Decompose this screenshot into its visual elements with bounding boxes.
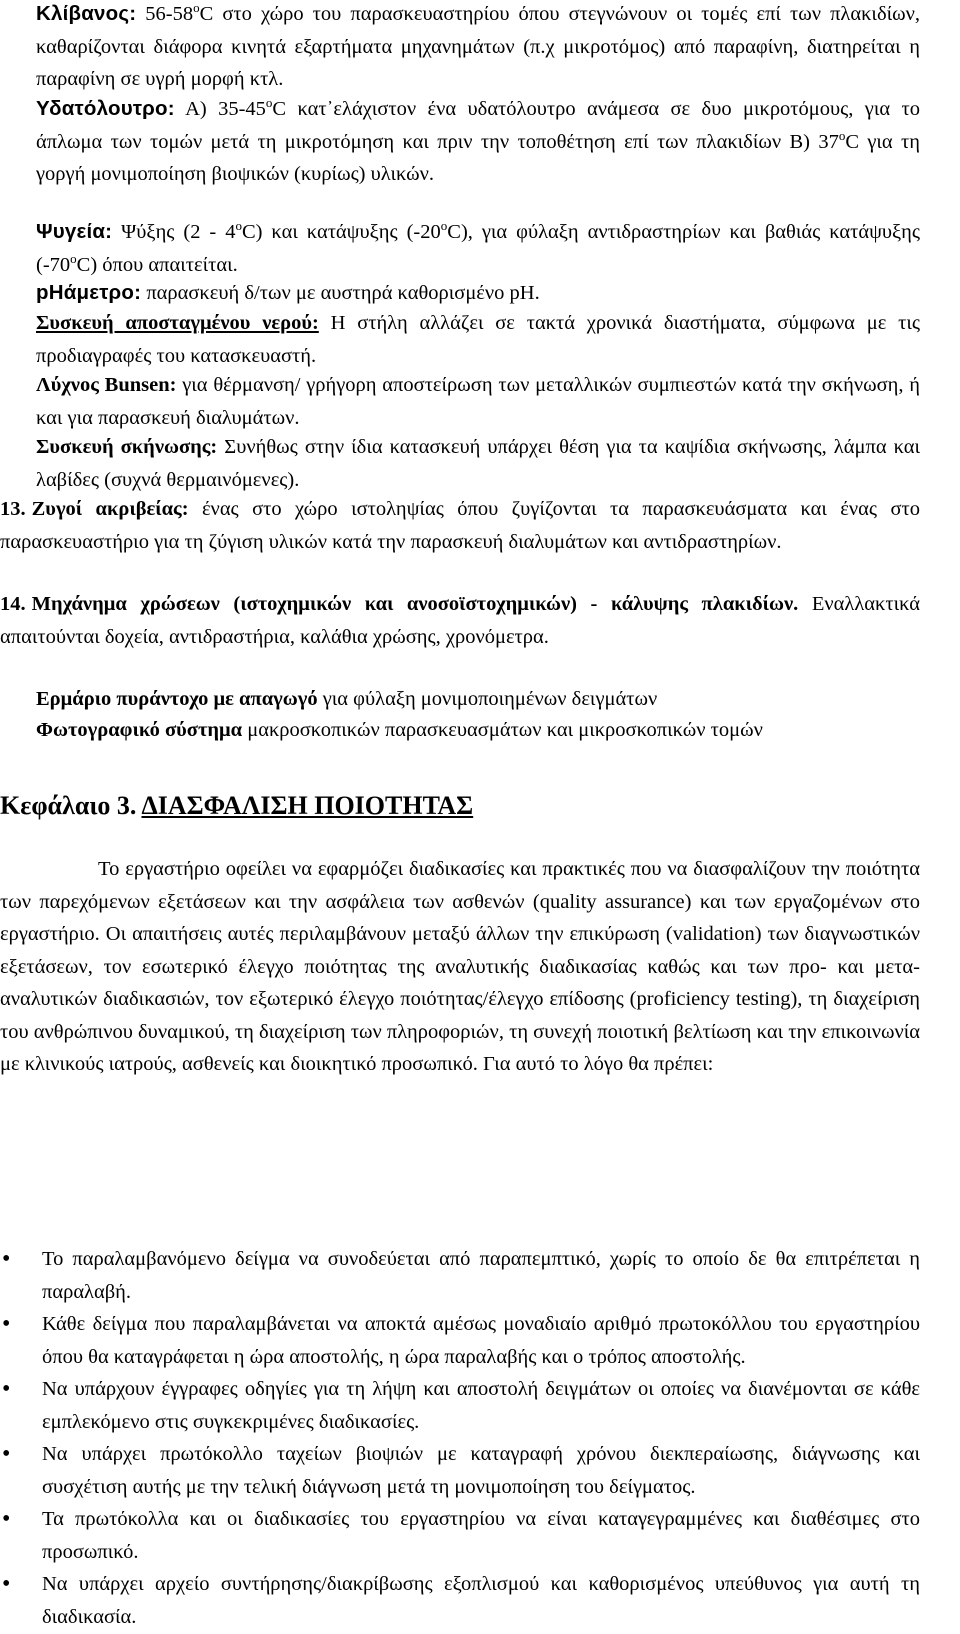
item-number (0, 277, 36, 310)
chapter-title: ΔΙΑΣΦΑΛΙΣΗ ΠΟΙΟΤΗΤΑΣ (141, 791, 474, 820)
chapter-heading (0, 790, 473, 822)
item-number (0, 714, 36, 747)
item-text: Ψύξης (2 - 4 (112, 221, 236, 243)
item-text: C), για φύλαξη αντιδραστηρίων και βαθιάς κατάψυξης (-70 (36, 221, 921, 276)
item-term: Κλίβανος: (36, 2, 137, 25)
item-text: C για τη γοργή μονιμοποίηση βιοψικών (κυρίως) υλικών. (36, 130, 920, 185)
bullet-item: • Να υπάρχει αρχείο συντήρησης/διακρίβωσης εξοπλισμού και καθορισμένος υπεύθυνος για αυτή τη διαδικασία. (0, 1568, 920, 1633)
item-text: 56-58 (136, 3, 194, 25)
item-text: Συνήθως στην ίδια κατασκευή υπάρχει θέση για τα καψίδια σκήνωσης, λάμπα και λαβίδες (συχνά θερμαινόμενες). (36, 436, 921, 491)
degree-sup: ο (70, 250, 77, 266)
item-term: pHάμετρο: (36, 281, 142, 304)
item-number: 13. (0, 498, 26, 520)
list-item-7 (0, 93, 920, 191)
item-text: C) όπου απαιτείται. (76, 253, 238, 276)
item-term: Ψυγεία: (36, 220, 113, 243)
item-number (0, 369, 36, 402)
item-text: Α) 35-45 (174, 98, 266, 120)
item-text: Εναλλακτικά απαιτούνται δοχεία, αντιδραστήρια, καλάθια χρώσης, χρονόμετρα. (0, 593, 920, 648)
list-item-10 (0, 307, 920, 372)
list-item-9 (0, 277, 920, 310)
item-term: Μηχάνημα χρώσεων (ιστοχημικών και ανοσοϊστοχημικών) - κάλυψης πλακιδίων. (31, 593, 799, 615)
bullet-item: • Το παραλαμβανόμενο δείγμα να συνοδεύεται από παραπεμπτικό, χωρίς το οποίο δε θα επιτρέπεται η παραλαβή. (0, 1243, 920, 1308)
list-item-8 (0, 216, 920, 281)
item-text: C στο χώρο του παρασκευαστηρίου όπου στεγνώνουν οι τομές επί των πλακιδίων, καθαρίζονται διάφορα κινητά εξαρτήματα μηχανημάτων (π.χ μικροτόμος) από παραφίνη, διατηρείται η παραφίνη σε υγρή μορφή κτλ. (36, 3, 921, 90)
item-number: 14. (0, 593, 26, 615)
bullet-item: • Να υπάρχουν έγγραφες οδηγίες για τη λήψη και αποστολή δειγμάτων οι οποίες να διανέμονται σε κάθε εμπλεκόμενο στις συγκεκριμένες διαδικασίες. (0, 1373, 920, 1438)
item-text: C) και κατάψυξης (-20 (241, 221, 441, 243)
item-term: Φωτογραφικό σύστημα (36, 719, 243, 741)
bullet-item: • Κάθε δείγμα που παραλαμβάνεται να αποκτά αμέσως μοναδιαίο αριθμό πρωτοκόλλου του εργαστηρίου όπου θα καταγράφεται η ώρα αποστολής, η ώρα παραλαβής και ο τρόπος αποστολής. (0, 1308, 920, 1373)
list-item-15 (0, 683, 920, 716)
item-number (0, 93, 36, 126)
item-text: C κατ᾽ελάχιστον ένα υδατόλουτρο ανάμεσα σε δυο μικροτόμους, για το άπλωμα των τομών μετά τη μικροτόμηση και πριν την τοποθέτηση επί των πλακιδίων Β) 37 (36, 98, 920, 153)
item-number (0, 683, 36, 716)
item-term: Λύχνος Bunsen: (36, 374, 177, 396)
item-number (0, 431, 36, 464)
list-item-14 (0, 588, 920, 653)
degree-sup: ο (235, 218, 242, 234)
item-text: παρασκευή δ/των με αυστηρά καθορισμένο pH. (141, 282, 540, 304)
bullet-item: • Τα πρωτόκολλα και οι διαδικασίες του εργαστηρίου να είναι καταγεγραμμένες και διαθέσιμες στο προσωπικό. (0, 1503, 920, 1568)
list-item-16 (0, 714, 920, 747)
item-term: Συσκευή σκήνωσης: (36, 436, 218, 458)
item-term: Υδατόλουτρο: (36, 97, 175, 120)
body-paragraph: Το εργαστήριο οφείλει να εφαρμόζει διαδικασίες και πρακτικές που να διασφαλίζουν την ποιότητα των παρεχόμενων εξετάσεων και την ασφάλεια των ασθενών (quality assurance) και των εργαζομένων στο εργαστήριο. Οι απαιτήσεις αυτές περιλαμβάνουν μεταξύ άλλων την επικύρωση (validation) των διαγνωστικών εξετάσεων, τον εσωτερικό έλεγχο ποιότητας της αναλυτικής διαδικασίας καθώς και των προ- και μετα-αναλυτικών διαδικασιών, τον εξωτερικό έλεγχο ποιότητας/έλεγχο επίδοσης (proficiency testing), τη διαχείριση του ανθρώπινου δυναμικού, τη διαχείριση των πληροφοριών, τη συνεχή ποιοτική βελτίωση και την επικοινωνία με κλινικούς ιατρούς, ασθενείς και διοικητικό προσωπικό. Για αυτό το λόγο θα πρέπει: (0, 858, 920, 1075)
list-item-13 (0, 493, 920, 558)
item-term: Ερμάριο πυράντοχο με απαγωγό (36, 688, 318, 710)
degree-sup: ο (265, 95, 273, 111)
degree-sup: ο (193, 0, 200, 16)
bullet-item: • Να υπάρχει πρωτόκολλο ταχείων βιοψιών με καταγραφή χρόνου διεκπεραίωσης, διάγνωσης και συσχέτιση αυτής με την τελική διάγνωση μετά τη μονιμοποίηση του δείγματος. (0, 1438, 920, 1503)
item-text: για φύλαξη μονιμοποιημένων δειγμάτων (317, 688, 658, 710)
degree-sup: ο (838, 127, 846, 143)
item-number (0, 307, 36, 340)
item-text: ένας στο χώρο ιστοληψίας όπου ζυγίζονται τα παρασκευάσματα και ένας στο παρασκευαστήριο για τη ζύγιση υλικών κατά την παρασκευή διαλυμάτων και αντιδραστηρίων. (0, 498, 920, 553)
item-term: Ζυγοί ακριβείας: (31, 498, 189, 520)
chapter-prefix: Κεφάλαιο 3. (0, 791, 142, 820)
item-text: Η στήλη αλλάζει σε τακτά χρονικά διαστήματα, σύμφωνα με τις προδιαγραφές του κατασκευαστή. (36, 312, 920, 367)
requirements-list (0, 1243, 920, 1633)
list-item-6 (0, 0, 920, 96)
list-item-11 (0, 369, 920, 434)
item-number (0, 216, 36, 249)
item-text: για θέρμανση/ γρήγορη αποστείρωση των μεταλλικών συμπιεστών κατά την σκήνωση, ή και για παρασκευή διαλυμάτων. (36, 374, 920, 429)
item-number (0, 0, 36, 31)
item-term: Συσκευή αποσταγμένου νερού: (36, 312, 319, 334)
list-item-12 (0, 431, 920, 496)
item-text: μακροσκοπικών παρασκευασμάτων και μικροσκοπικών τομών (242, 719, 763, 741)
degree-sup: ο (440, 218, 448, 234)
